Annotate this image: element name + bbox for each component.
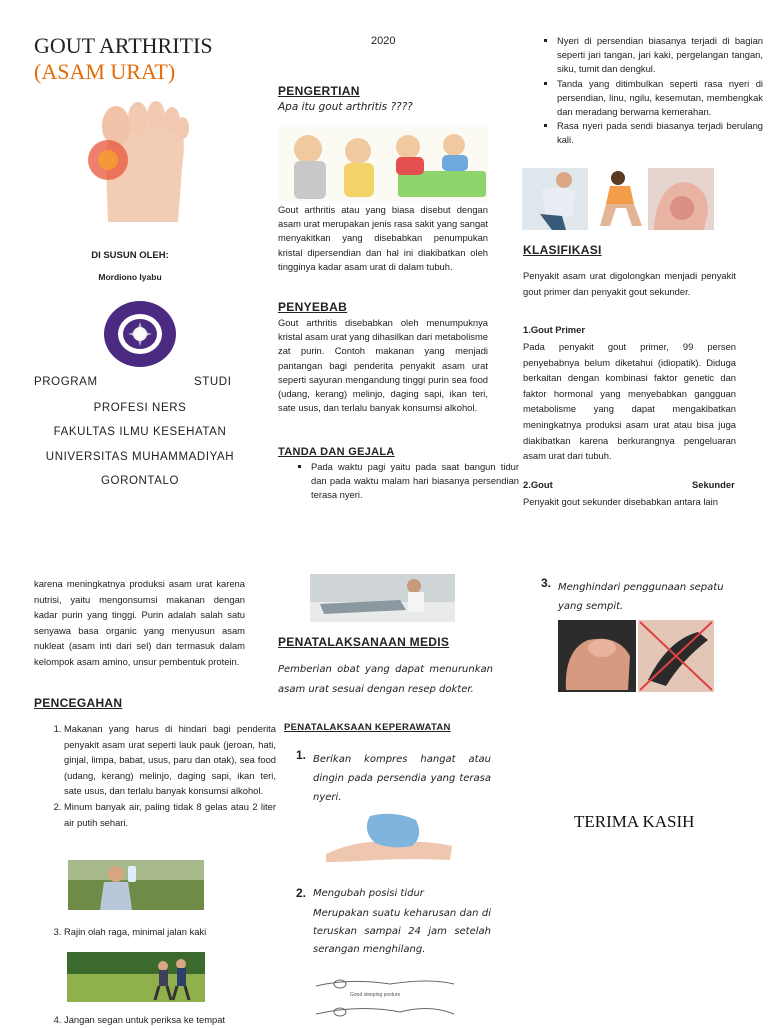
symptom-item: ▪ Rasa nyeri pada sendi biasanya terjadi berulang kali. <box>557 119 763 147</box>
prevention-item: 3. Rajin olah raga, minimal jalan kaki <box>64 924 276 940</box>
symptom-item: ▪ Tanda yang ditimbulkan seperti rasa nyeri di persendian, linu, ngilu, kesemutan, membengkak dan meradang berwarna kemerahan. <box>557 77 763 120</box>
klasifikasi-heading: KLASIFIKASI <box>523 243 602 257</box>
tanda-list <box>283 460 519 503</box>
pengertian-question: Apa itu gout arthritis ???? <box>278 101 413 113</box>
gout-sekunder-heading: 2.Gout <box>523 479 553 490</box>
symptom-list <box>529 34 763 148</box>
gout-primer-text: Pada penyakit gout primer, 99 persen penyebabnya belum diketahui (idiopatik). Diduga berkaitan dengan kombinasi faktor genetic dan faktor hormonal yang menyebabkan gangguan metabolisme yang dapat mengakibatkan meningkatnya produksi asam urat atau bisa juga diakibatkan karena berkurangnya pengeluaran asam urat dari tubuh. <box>523 341 736 462</box>
drinking-water-image <box>68 860 204 910</box>
klasifikasi-text: Penyakit asam urat digolongkan menjadi penyakit gout primer dan penyakit gout sekunder. <box>523 270 736 297</box>
cold-compress-image <box>316 806 458 864</box>
faculty-line: FAKULTAS ILMU KESEHATAN <box>53 426 227 438</box>
penyebab-text: Gout arthritis disebabkan oleh menumpuknya kristal asam urat yang dihasilkan dari metabolisme zat purin. Contoh makanan yang menjadi pantangan bagi penderita penyakit asam urat seperti sayuran mengandung tinggi purin sea food (udang, kerang) melinjo, daging sapi, ikan teri, sate usus, dan terlalu banyak konsumsi alkohol. <box>278 317 488 414</box>
university-logo <box>103 300 177 368</box>
pengertian-text: Gout arthritis atau yang biasa disebut dengan asam urat merupakan jenis rasa sakit yang sangat menyakitkan yang disebabkan penumpukan kristal dipersendian dan hal ini diakibatkan oleh tingginya kadar asam urat di dalam tubuh. <box>278 204 488 272</box>
gout-sekunder-text: Penyakit gout sekunder disebabkan antara lain <box>523 496 718 507</box>
back-pain-image <box>522 168 588 230</box>
pengertian-heading: PENGERTIAN <box>278 84 360 98</box>
swollen-foot-image <box>648 168 714 230</box>
purine-explanation: karena meningkatnya produksi asam urat karena nutrisi, yaitu mengonsumsi makanan dengan kadar purin yang tinggi. Purin adalah salah satu senyawa basa organic yang menyusun asam nukleat (asam inti dari sel) dan termasuk dalam kelompok asam amino, unsur pembentuk protein. <box>34 578 245 667</box>
step-3-number: 3. <box>541 576 552 590</box>
program-word-1: PROGRAM <box>34 376 98 388</box>
prevention-item: 4. Jangan segan untuk periksa ke tempat <box>64 1012 276 1028</box>
high-heel-image <box>638 620 714 692</box>
cartoon-illustration <box>278 127 488 201</box>
prevention-item: 1. Makanan yang harus di hindari bagi penderita penyakit asam urat seperti lauk pauk (jeroan, hati, ginjal, limpa, babat, usus, paru dan otak), sea food (udang, kerang) melinjo, daging sapi, ikan teri, sate usus, dan terlalu banyak konsumsi alkohol. <box>64 721 276 799</box>
sleep-caption: Good sleeping posture <box>350 992 401 998</box>
tight-shoe-foot-image <box>558 620 636 692</box>
program-word-2: STUDI <box>194 376 232 388</box>
penyebab-heading: PENYEBAB <box>278 300 348 314</box>
penatalaksaan-keperawatan-heading: PENATALAKSAAN KEPERAWATAN <box>284 722 451 733</box>
brochure-title: GOUT ARTHRITIS <box>34 33 213 58</box>
penatalaksanaan-medis-heading: PENATALAKSANAAN MEDIS <box>278 635 450 649</box>
step-3-text: Menghindari penggunaan sepatu yang sempit. <box>558 582 724 612</box>
step-2-title: Mengubah posisi tidur <box>313 888 424 899</box>
pencegahan-heading: PENCEGAHAN <box>34 696 123 710</box>
thank-you-text: TERIMA KASIH <box>574 812 695 831</box>
author-name: Mordiono Iyabu <box>98 272 162 282</box>
prevention-list-4 <box>34 1012 276 1028</box>
city-line: GORONTALO <box>100 475 180 487</box>
prevention-item: 2. Minum banyak air, paling tidak 8 gelas atau 2 liter air putih sehari. <box>64 799 276 830</box>
medis-text: Pemberian obat yang dapat menurunkan asam urat sesuai dengan resep dokter. <box>278 664 493 695</box>
step-2-number: 2. <box>296 886 307 900</box>
knee-pain-image <box>596 168 646 230</box>
step-1-text: Berikan kompres hangat atau dingin pada persendia yang terasa nyeri. <box>313 754 491 803</box>
prevention-list-3 <box>34 924 276 940</box>
program-line-2: PROFESI NERS <box>93 402 187 414</box>
doctor-exam-image <box>310 574 455 622</box>
university-line: UNIVERSITAS MUHAMMADIYAH <box>45 451 235 463</box>
tanda-item: ▪ Pada waktu pagi yaitu pada saat bangun tidur dan pada waktu malam hari biasanya persendian terasa nyeri. <box>311 460 519 503</box>
year-label: 2020 <box>371 35 396 47</box>
symptom-item: ▪ Nyeri di persendian biasanya terjadi di bagian seperti jari tangan, jari kaki, pergelangan tangan, siku, tumit dan dengkul. <box>557 34 763 77</box>
step-2-text: Merupakan suatu keharusan dan di teruskan sampai 24 jam setelah serangan menghilang. <box>313 908 491 955</box>
brochure-subtitle: (ASAM URAT) <box>34 59 176 84</box>
tanda-heading: TANDA DAN GEJALA <box>278 446 395 458</box>
gout-primer-heading: 1.Gout Primer <box>523 324 585 335</box>
gout-foot-image <box>78 98 190 222</box>
prevention-list <box>34 721 276 830</box>
walking-image <box>67 952 205 1002</box>
gout-sekunder-heading-2: Sekunder <box>692 479 735 490</box>
step-1-number: 1. <box>296 748 307 762</box>
sleep-posture-image <box>310 974 460 1024</box>
compiled-by-label: DI SUSUN OLEH: <box>91 250 169 261</box>
